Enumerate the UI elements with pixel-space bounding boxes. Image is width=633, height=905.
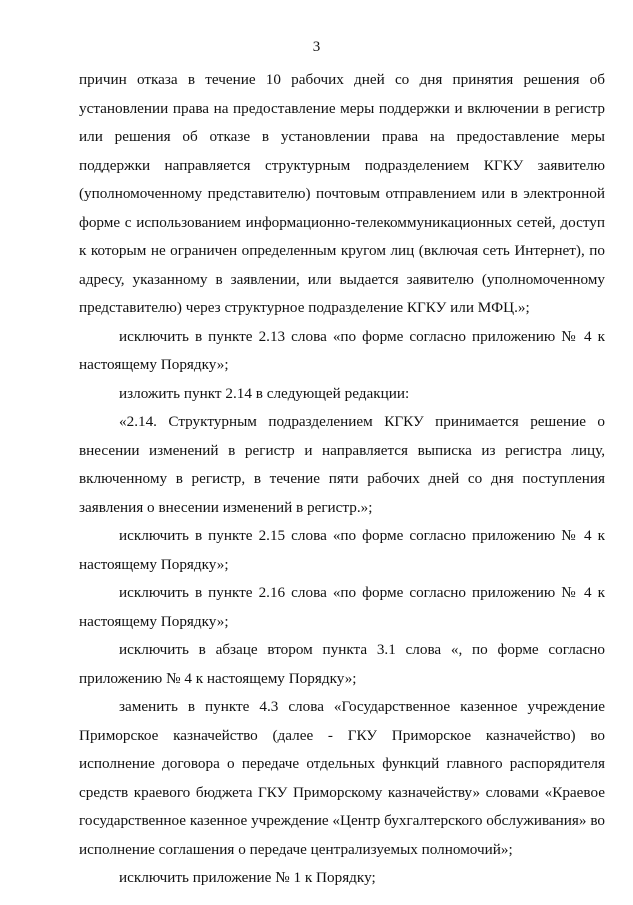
paragraph-item-2-14-intro: изложить пункт 2.14 в следующей редакции: <box>119 384 410 402</box>
paragraph-item-4-3: заменить в пункте 4.3 слова «Государственное казенное учреждение Приморское казначейство (далее - ГКУ Приморское казначейство) во исполнение договора о передаче отдельных функций главного распорядителя средств краевого бюджета ГКУ Приморскому казначейству» словами «Краевое государственное казенное учреждение «Центр бухгалтерского обслуживания» во исполнение соглашения о передаче централизуемых полномочий»; <box>79 698 605 858</box>
paragraph-item-2-16: исключить в пункте 2.16 слова «по форме согласно приложению № 4 к настоящему Порядку»; <box>79 584 605 630</box>
paragraph-item-3-1: исключить в абзаце втором пункта 3.1 слова «, по форме согласно приложению № 4 к настоящему Порядку»; <box>79 641 605 687</box>
paragraph-item-2-14-text: «2.14. Структурным подразделением КГКУ принимается решение о внесении изменений в регистр и направляется выписка из регистра лицу, включенному в регистр, в течение пяти рабочих дней со дня поступления заявления о внесении изменений в регистр.»; <box>79 413 605 516</box>
page-number: 3 <box>312 39 321 55</box>
paragraph-refusal-reasons: причин отказа в течение 10 рабочих дней со дня принятия решения об установлении права на предоставление меры поддержки и включении в регистр или решения об отказе в установлении права на предоставление меры поддержки направляется структурным подразделением КГКУ заявителю (уполномоченному представителю) почтовым отправлением или в электронной форме с использованием информационно-телекоммуникационных сетей, доступ к которым не ограничен определенным кругом лиц (включая сеть Интернет), по адресу, указанному в заявлении, или выдается заявителю (уполномоченному представителю) через структурное подразделение КГКУ или МФЦ.»; <box>79 71 605 316</box>
paragraph-item-2-15: исключить в пункте 2.15 слова «по форме согласно приложению № 4 к настоящему Порядку»; <box>79 527 605 573</box>
document-body <box>79 66 605 893</box>
paragraph-item-2-13: исключить в пункте 2.13 слова «по форме согласно приложению № 4 к настоящему Порядку»; <box>79 327 605 373</box>
paragraph-appendix-1: исключить приложение № 1 к Порядку; <box>119 869 376 886</box>
